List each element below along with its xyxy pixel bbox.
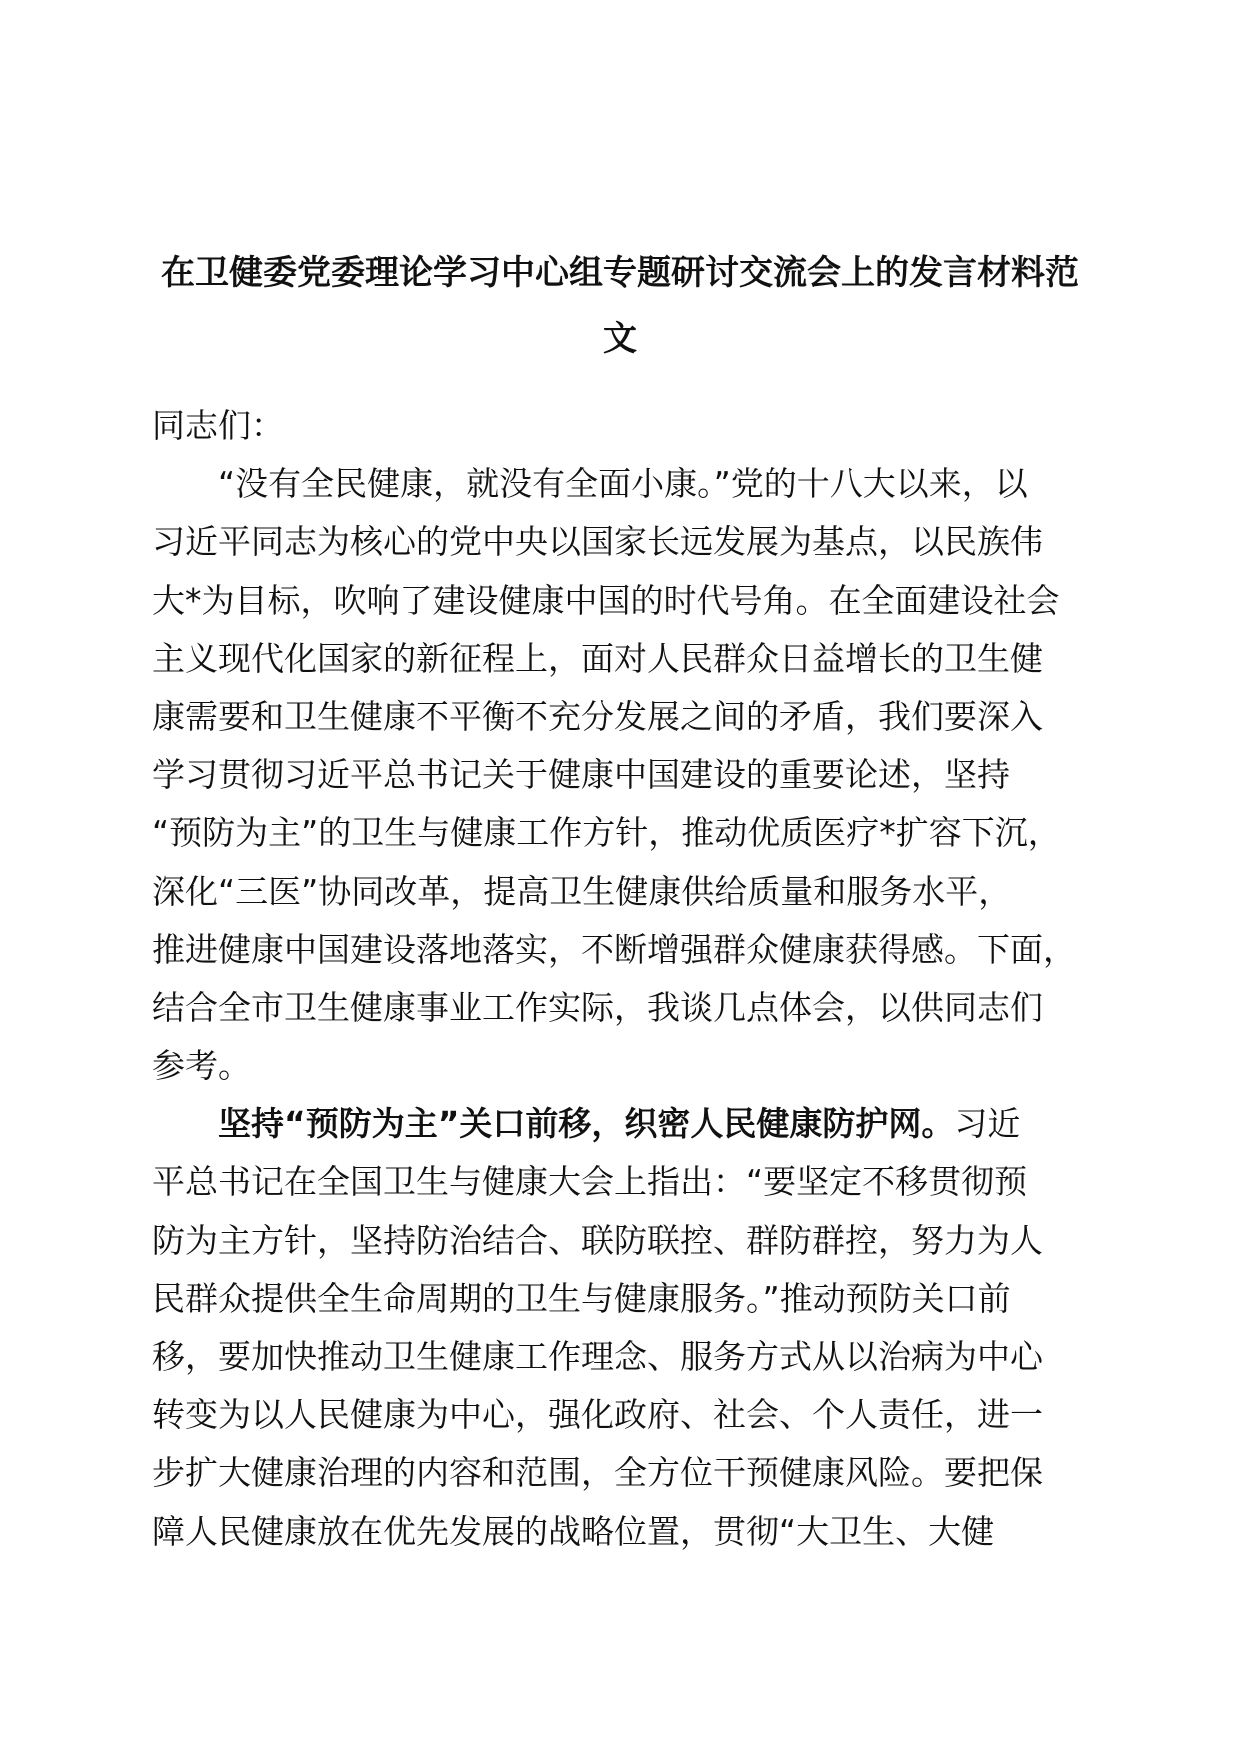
document-title bbox=[150, 240, 1090, 372]
paragraph-1-line: “预防为主”的卫生与健康工作方针，推动优质医疗*扩容下沉， bbox=[152, 813, 1061, 853]
section-heading: 坚持“预防为主”关口前移，织密人民健康防护网。 bbox=[218, 1104, 955, 1144]
paragraph-2-line: 步扩大健康治理的内容和范围，全方位干预健康风险。要把保 bbox=[152, 1453, 1043, 1493]
paragraph-2-line: 障人民健康放在优先发展的战略位置，贯彻“大卫生、大健 bbox=[152, 1511, 995, 1551]
paragraph-1-line: 习近平同志为核心的党中央以国家长远发展为基点，以民族伟 bbox=[152, 522, 1043, 562]
paragraph-1-line: 大*为目标，吹响了建设健康中国的时代号角。在全面建设社会 bbox=[152, 580, 1060, 620]
document-body bbox=[152, 397, 1082, 1561]
paragraph-2-first-line bbox=[152, 1095, 1082, 1153]
paragraph-2-line: 防为主方针，坚持防治结合、联防联控、群防群控，努力为人 bbox=[152, 1220, 1043, 1260]
paragraph-1-line: 深化“三医”协同改革，提高卫生健康供给质量和服务水平， bbox=[152, 871, 1012, 911]
paragraph-1-line: 主义现代化国家的新征程上，面对人民群众日益增长的卫生健 bbox=[152, 638, 1043, 678]
title-line-1: 在卫健委党委理论学习中心组专题研讨交流会上的发言材料范 bbox=[161, 253, 1079, 293]
paragraph-2-line: 转变为以人民健康为中心，强化政府、社会、个人责任，进一 bbox=[152, 1395, 1043, 1435]
title-line-2: 文 bbox=[603, 319, 637, 359]
paragraph-2-line: 平总书记在全国卫生与健康大会上指出：“要坚定不移贯彻预 bbox=[152, 1162, 1028, 1202]
paragraph-1-line: 推进健康中国建设落地落实，不断增强群众健康获得感。下面， bbox=[152, 929, 1076, 969]
paragraph-2-line: 移，要加快推动卫生健康工作理念、服务方式从以治病为中心 bbox=[152, 1337, 1043, 1376]
paragraph-1-line: 学习贯彻习近平总书记关于健康中国建设的重要论述，坚持 bbox=[152, 755, 1010, 795]
paragraph-1-line: 结合全市卫生健康事业工作实际，我谈几点体会，以供同志们 bbox=[152, 987, 1043, 1027]
salutation: 同志们： bbox=[152, 406, 284, 445]
paragraph-1-line: 康需要和卫生健康不平衡不充分发展之间的矛盾，我们要深入 bbox=[152, 696, 1043, 736]
paragraph-2-line: 民群众提供全生命周期的卫生与健康服务。”推动预防关口前 bbox=[152, 1278, 1011, 1318]
paragraph-1-line: “没有全民健康，就没有全面小康。”党的十八大以来，以 bbox=[218, 464, 1028, 504]
paragraph-2-first-line-rest: 习近 bbox=[954, 1104, 1021, 1144]
paragraph-1-line: 参考。 bbox=[152, 1046, 251, 1086]
